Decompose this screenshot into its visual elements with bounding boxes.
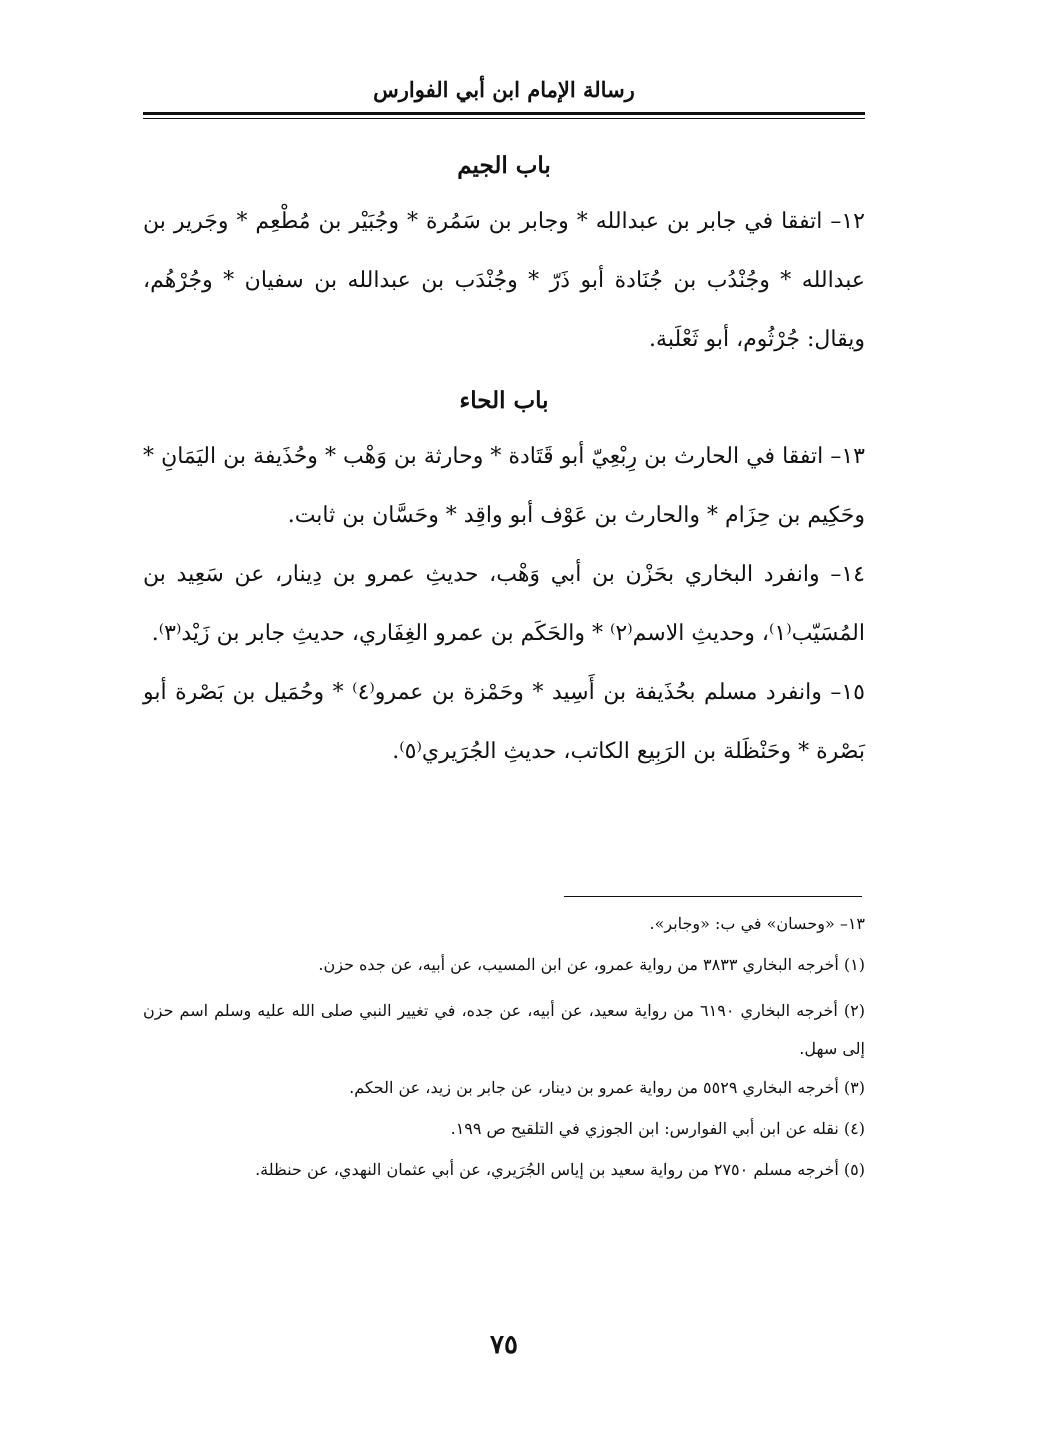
header-rule-thin [143,118,865,119]
footnote-separator [564,896,862,897]
footnotes [143,910,865,1197]
footnote-5: (٥) أخرجه مسلم ٢٧٥٠ من رواية سعيد بن إياس الجُرَيري، عن أبي عثمان النهدي، عن حنظلة. [255,1160,865,1179]
section-title-jim: باب الجيم [457,152,551,179]
paragraph-15: ١٥– وانفرد مسلم بحُذَيفة بن أَسِيد * وحَمْزة بن عمرو⁽٤⁾ * وحُمَيل بن بَصْرة أبو بَصْرة * وحَنْظَلة بن الرَبِيع الكاتب، حديثِ الجُرَيري⁽٥⁾. [143,680,865,764]
footnote-2: (٢) أخرجه البخاري ٦١٩٠ من رواية سعيد، عن أبيه، عن جده، في تغيير النبي صلى الله عليه وسلم اسم حزن إلى سهل. [143,1001,866,1058]
paragraph-13: ١٣– اتفقا في الحارث بن رِبْعِيّ أبو قَتَادة * وحارثة بن وَهْب * وحُذَيفة بن اليَمَانِ * وحَكِيم بن حِزَام * والحارث بن عَوْف أبو واقِد * وحَسَّان بن ثابت. [143,444,865,528]
paragraph-12: ١٢– اتفقا في جابر بن عبدالله * وجابر بن سَمُرة * وجُبَيْر بن مُطْعِم * وجَرير بن عبدالله * وجُنْدُب بن جُنَادة أبو ذَرّ * وجُنْدَب بن عبدالله بن سفيان * وجُرْهُم، ويقال: جُرْثُوم، أبو ثَعْلَبة. [143,209,865,352]
body-text [143,140,865,781]
section-title-ha: باب الحاء [459,387,549,414]
header-rule-thick [143,112,865,115]
footnote-4: (٤) نقله عن ابن أبي الفوارس: ابن الجوزي في التلقيح ص ١٩٩. [450,1119,865,1138]
page-number: ٧٥ [490,1330,518,1360]
paragraph-14: ١٤– وانفرد البخاري بحَزْن بن أبي وَهْب، حديثِ عمرو بن دِينار، عن سَعِيد بن المُسَيّب⁽١⁾، وحديثِ الاسم⁽٢⁾ * والحَكَم بن عمرو الغِفَاري، حديثِ جابر بن زَيْد⁽٣⁾. [143,562,865,646]
running-header: رسالة الإمام ابن أبي الفوارس [373,77,635,102]
footnote-3: (٣) أخرجه البخاري ٥٥٢٩ من رواية عمرو بن دينار، عن جابر بن زيد، عن الحكم. [349,1078,865,1097]
footnote-1: (١) أخرجه البخاري ٣٨٣٣ من رواية عمرو، عن ابن المسيب، عن أبيه، عن جده حزن. [318,955,865,974]
footnote-13: ١٣– «وحسان» في ب: «وجابر». [649,914,865,933]
